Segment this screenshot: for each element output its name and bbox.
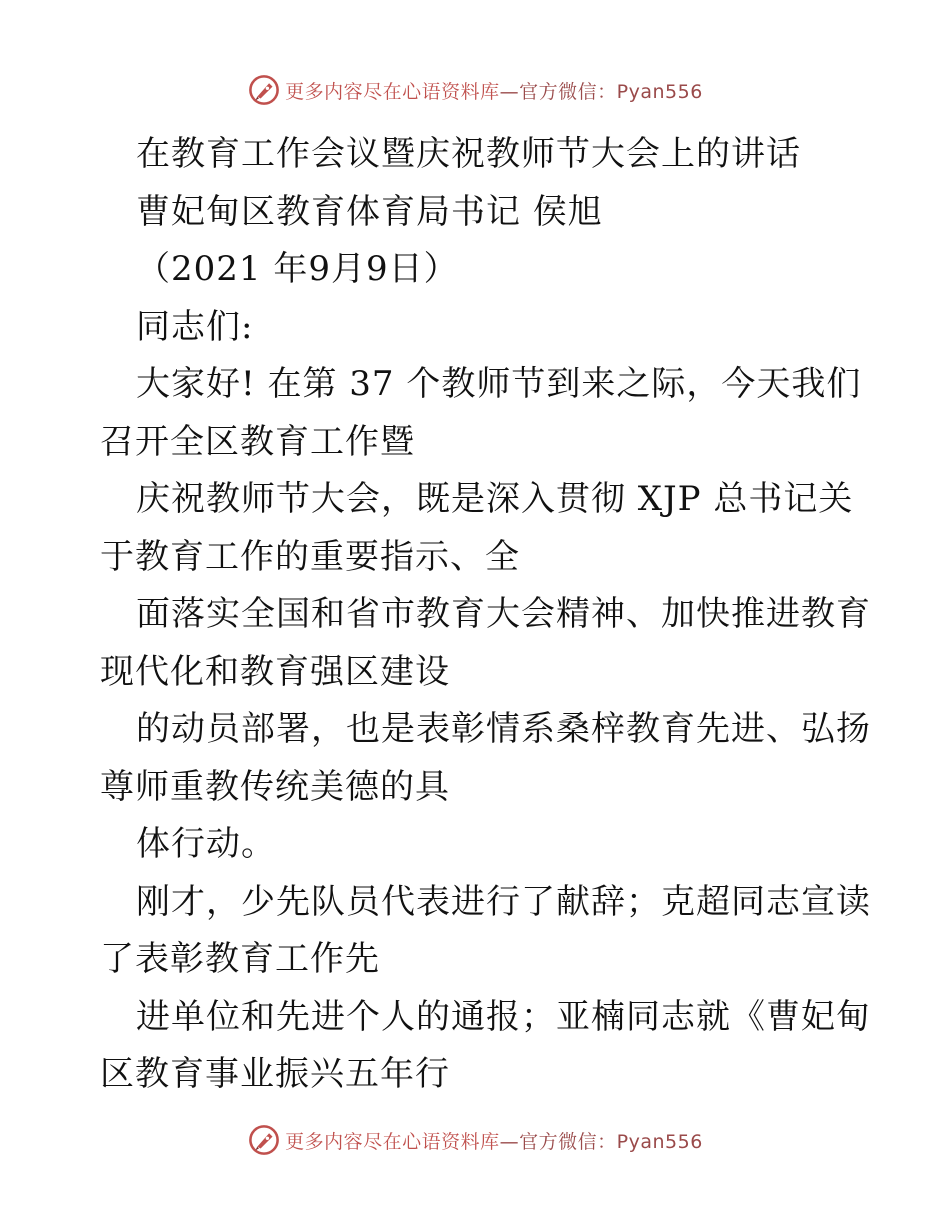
footer-banner [0,1120,950,1160]
speaker-line: 曹妃甸区教育体育局书记 侯旭 [136,191,603,232]
body-line: 庆祝教师节大会，既是深入贯彻 XJP 总书记关 [136,479,854,519]
pen-nib-logo-icon [247,73,281,107]
header-banner [0,70,950,110]
pen-nib-logo-icon [247,1123,281,1157]
speech-title: 在教育工作会议暨庆祝教师节大会上的讲话 [136,134,801,174]
date-line: （2021 年9月9日） [136,249,459,289]
body-line: 召开全区教育工作暨 [100,421,415,462]
body-line: 尊师重教传统美德的具 [100,766,450,807]
banner-wechat-id: —官方微信：Pyan556 [499,1130,703,1153]
body-line: 大家好! 在第 37 个教师节到来之际，今天我们 [136,364,862,404]
document-body [100,126,871,1104]
body-line: 进单位和先进个人的通报；亚楠同志就《曹妃甸 [136,996,871,1037]
body-line: 现代化和教育强区建设 [100,651,450,692]
salutation: 同志们: [136,306,254,347]
banner-text: 更多内容尽在心语资料库—官方微信：Pyan556 [285,1130,703,1153]
banner-wechat-id: —官方微信：Pyan556 [499,80,703,103]
body-line: 面落实全国和省市教育大会精神、加快推进教育 [136,594,871,634]
body-line: 于教育工作的重要指示、全 [100,536,520,577]
body-line: 刚才，少先队员代表进行了献辞；克超同志宣读 [136,881,871,922]
body-line: 体行动。 [136,824,276,864]
body-line: 的动员部署，也是表彰情系桑梓教育先进、弘扬 [136,709,871,749]
body-line: 了表彰教育工作先 [100,939,380,979]
banner-text: 更多内容尽在心语资料库—官方微信：Pyan556 [285,80,703,103]
body-line: 区教育事业振兴五年行 [100,1054,450,1094]
